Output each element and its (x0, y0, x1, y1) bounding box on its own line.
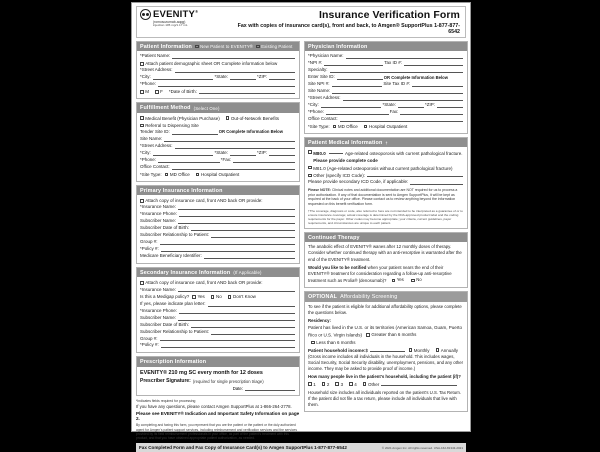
checkbox-notify-no[interactable] (411, 279, 415, 283)
input-physician-site-name[interactable] (332, 89, 463, 94)
input-secondary-policy[interactable] (161, 343, 295, 348)
input-primary-subscriber-name[interactable] (178, 219, 295, 224)
checkbox-physician-md-office[interactable] (333, 125, 337, 129)
label-household-4: 4 (354, 381, 357, 387)
label-household-1: 1 (313, 381, 316, 387)
checkbox-icd-m80[interactable] (308, 150, 312, 154)
checkbox-residency-less-6mo[interactable] (311, 341, 315, 345)
footer-question-note: If you have any questions, please contact Amgen SupportPlus at 1-866-264-2778. (136, 404, 292, 410)
label-or-complete-fulfillment: OR Complete Information Below (218, 129, 283, 135)
label-household-size: How many people live in the patient's household, including the patient (if)? (308, 374, 461, 380)
patient-medical-note (308, 188, 464, 207)
input-primary-policy[interactable] (161, 247, 295, 252)
field-physician-site-npi-taxid[interactable]: Site NPI #: Site Tax ID #: (308, 81, 464, 88)
fulfillment-options-row2[interactable] (140, 122, 296, 129)
field-primary-subscriber-relationship[interactable]: Subscriber Relationship to Patient: (140, 232, 296, 239)
input-physician-fax[interactable] (400, 110, 463, 115)
section-title: Fulfillment Method (140, 105, 191, 112)
footer-asterisk-note: *Indicates fields required for processing (136, 398, 196, 403)
prescription-text: EVENITY® 210 mg SC every month for 12 doses (140, 369, 263, 376)
field-site-address[interactable]: *Street Address: (140, 143, 296, 150)
section-header-patient-information (137, 42, 299, 51)
checkbox-household-1[interactable] (308, 382, 312, 386)
fulfillment-options-row1[interactable] (140, 115, 296, 122)
input-household-income[interactable] (370, 347, 405, 352)
label-medigap-no: No (216, 294, 222, 300)
label-medigap-yes: Yes (197, 294, 205, 300)
section-header-patient-medical-information (305, 138, 467, 147)
field-primary-policy[interactable]: *Policy #: (140, 246, 296, 253)
label-household-2: 2 (326, 381, 330, 387)
checkbox-out-of-network[interactable] (226, 116, 230, 120)
continued-therapy-question-text: when your patient nears the end of their EVENITY® treatment for consideration regarding a follow-up anti-resorptive treatment such as Prolia® (denosumab)? (308, 264, 452, 284)
patient-medical-fineprint: †The coverage, diagnosis or code, also referred to here are not intended to be interpreted as a guarantee of or to ensure insurance coverage; actual coverage is determined by the FDA-approved product label and the coding requirements for the payer. Other codes may become appropriate; your criteria, current guidelines, payer requirements, and circumstances are unique to each patient. (308, 208, 463, 225)
field-physician-city-state-zip[interactable]: *City: *State: *ZIP: (308, 102, 464, 109)
field-primary-insurance-phone[interactable]: *Insurance Phone: (140, 211, 296, 218)
field-medicare-beneficiary-id[interactable]: Medicare Beneficiary Identifier: (140, 253, 296, 260)
checkbox-site-md-office[interactable] (165, 173, 169, 177)
field-physician-site-name[interactable]: Site Name: (308, 88, 464, 95)
label-residency-greater-6mo: Greater than 6 months (371, 332, 417, 338)
input-medigap-plan-letter[interactable] (208, 302, 295, 307)
field-site-office-contact[interactable]: Office Contact: (140, 164, 296, 171)
label-icd-m81: M81.0 (Age-related osteoporosis without current pathological fracture) (313, 165, 453, 171)
checkbox-household-other[interactable] (363, 382, 367, 386)
label-out-of-network: Out-of-Network Benefits (230, 115, 279, 121)
input-primary-subscriber-relationship[interactable] (211, 233, 295, 238)
label-income-monthly: Monthly (413, 347, 430, 353)
input-site-fax[interactable] (233, 158, 295, 163)
input-secondary-group[interactable] (160, 336, 295, 341)
label-icd-m80-text: Age-related osteoporosis with current pathological fracture. (344, 151, 463, 157)
input-site-address[interactable] (175, 144, 295, 149)
label-household-income: Patient household income: (308, 347, 366, 353)
field-site-city-state-zip[interactable]: *City: *State: *ZIP: (140, 150, 296, 157)
input-secondary-subscriber-relationship[interactable] (211, 330, 295, 335)
field-primary-insurance-name[interactable]: *Insurance Name: (140, 204, 296, 211)
page-title: Insurance Verification Form (319, 9, 460, 21)
checkbox-household-3[interactable] (335, 382, 339, 386)
label-household-other: Other (368, 381, 380, 387)
brand-dose: injection 105 mg/1.17 mL (153, 23, 188, 28)
continued-therapy-text: The anabolic effect of EVENITY® wanes after 12 monthly doses of therapy. Consider whether continued therapy with an anti-resorptive is warranted after the end of the EVENITY® treatment. (308, 244, 462, 262)
section-title: Physician Information (308, 43, 368, 50)
field-prescription-date[interactable] (140, 386, 296, 392)
input-physician-site-taxid[interactable] (412, 82, 463, 87)
footer-fax-bar (136, 443, 466, 452)
section-affordability-screening (304, 291, 468, 412)
checkbox-medigap-yes[interactable] (192, 295, 196, 299)
option-icd-m80[interactable] (308, 149, 464, 164)
section-subtitle: (Select One) (193, 105, 220, 111)
label-icd-m80-note: Please provide complete code (313, 158, 378, 164)
brand-name: EVENITY® (153, 9, 199, 21)
label-physician-site-type: *Site Type: (308, 123, 330, 129)
checkbox-existing-patient[interactable] (256, 45, 260, 49)
field-site-phone-fax[interactable]: *Phone: *Fax: (140, 157, 296, 164)
field-physician-specialty[interactable]: Specialty: (308, 67, 464, 74)
field-tender-site-id[interactable]: Tender Site ID: OR Complete Information Below (140, 129, 283, 135)
input-physician-site-npi[interactable] (332, 82, 383, 87)
input-patient-zip[interactable] (269, 75, 295, 80)
label-sex-male: M (145, 89, 149, 95)
label-icd-m80-code: M80.0 (313, 151, 326, 157)
field-physician-npi-taxid[interactable]: *NPI #: Tax ID #: (308, 60, 464, 67)
input-primary-subscriber-dob[interactable] (191, 226, 295, 231)
form-page (131, 2, 471, 451)
checkbox-income-annually[interactable] (436, 348, 440, 352)
label-referral-dispensing-site: Referral to Dispensing Site (145, 122, 199, 128)
patient-medical-note-label: Please NOTE: (308, 187, 331, 192)
brand-generic: (romosozumab-aqqg) (153, 20, 186, 25)
section-continued-therapy (304, 232, 468, 288)
input-site-name[interactable] (164, 137, 295, 142)
label-notify-no: No (416, 277, 422, 283)
field-primary-group[interactable]: Group #: (140, 239, 296, 246)
input-secondary-subscriber-name[interactable] (178, 316, 295, 321)
input-primary-insurance-name[interactable] (178, 205, 295, 210)
label-site-md-office: MD Office (169, 171, 190, 177)
input-physician-address[interactable] (343, 96, 463, 101)
section-title-dagger: † (385, 140, 388, 145)
input-secondary-insurance-name[interactable] (178, 287, 295, 292)
input-physician-office-contact[interactable] (340, 117, 463, 122)
input-patient-state[interactable] (230, 75, 256, 80)
field-residency[interactable] (308, 324, 464, 346)
input-prescription-date[interactable] (245, 386, 295, 391)
checkbox-household-4[interactable] (349, 382, 353, 386)
input-site-zip[interactable] (269, 151, 295, 156)
input-patient-phone[interactable] (158, 82, 295, 87)
section-header-secondary-insurance (137, 268, 299, 277)
input-physician-taxid[interactable] (404, 61, 463, 66)
field-physician-site-id[interactable]: Enter Site ID: OR Complete Information Below (308, 74, 448, 80)
footer-legal-text: By completing and faxing this form, you represent that you are the patient or the patient or the duly authorized agent for Amgen's patient support services, including reimbursement and verification services and the services provided by its field reimbursement professionals in your office, as part of the patient's treatment with this product, and that you have obtained appropriate patient authorization, as needed. (136, 423, 297, 441)
label-household-3: 3 (340, 381, 344, 387)
section-patient-information (136, 41, 300, 99)
input-primary-insurance-phone[interactable] (179, 212, 295, 217)
input-secondary-insurance-phone[interactable] (179, 309, 295, 314)
field-physician-office-contact[interactable]: Office Contact: (308, 116, 464, 123)
label-income-annually: Annually (440, 347, 458, 353)
section-physician-information (304, 41, 468, 134)
section-header-physician-information (305, 42, 467, 51)
section-primary-insurance (136, 185, 300, 264)
household-note: Household size includes all individuals reported on the patient's U.S. Tax Return. If the patient did not file a tax return, please include all individuals that live with them. (308, 389, 462, 408)
option-icd-m81[interactable] (308, 165, 464, 172)
field-physician-phone-fax[interactable]: *Phone: Fax: (308, 109, 464, 116)
field-physician-name[interactable]: *Physician Name: (308, 53, 464, 60)
checkbox-household-2[interactable] (322, 382, 326, 386)
checkbox-medigap-no[interactable] (211, 295, 215, 299)
field-patient-sex-dob[interactable] (140, 88, 296, 95)
label-prescription-date: Date: (232, 385, 243, 391)
checkbox-physician-hospital-outpatient[interactable] (364, 125, 368, 129)
input-physician-state[interactable] (398, 103, 424, 108)
section-header-continued-therapy (305, 233, 467, 242)
section-header-affordability-screening (305, 292, 467, 301)
label-attach-primary-card: Attach copy of insurance card, front AND back OR provide: (145, 198, 263, 204)
section-title: Continued Therapy (308, 234, 360, 241)
field-prescriber-signature[interactable] (140, 378, 296, 384)
checkbox-site-hospital-outpatient[interactable] (196, 173, 200, 177)
label-prescriber-signature: Prescriber Signature: (140, 377, 191, 384)
label-sex-female: F (160, 89, 163, 95)
field-patient-name[interactable]: *Patient Name: (140, 53, 296, 60)
field-patient-city-state-zip[interactable]: *City: *State: *ZIP: (140, 74, 296, 81)
input-physician-site-id[interactable] (337, 75, 383, 80)
form-header (136, 6, 466, 38)
checkbox-attach-secondary-card[interactable] (140, 281, 144, 285)
section-fulfillment-method (136, 102, 300, 182)
checkbox-referral-dispensing-site[interactable] (140, 124, 144, 128)
input-physician-city[interactable] (321, 103, 382, 108)
input-physician-phone[interactable] (326, 110, 389, 115)
section-header-fulfillment-method (137, 103, 299, 112)
input-site-office-contact[interactable] (172, 165, 295, 170)
label-new-patient: New Patient to EVENITY® (200, 44, 254, 50)
option-icd-other[interactable] (308, 172, 464, 179)
checkbox-new-patient[interactable] (195, 45, 199, 49)
left-column (136, 41, 300, 441)
checkbox-attach-primary-card[interactable] (140, 199, 144, 203)
input-patient-city[interactable] (153, 75, 214, 80)
label-medigap-unknown: Don't Know (232, 294, 256, 300)
label-medigap: Is this a Medigap policy? (140, 294, 190, 300)
amgen-logo-icon (140, 9, 151, 20)
field-medigap[interactable] (140, 293, 296, 300)
option-attach-demographics[interactable] (140, 60, 296, 67)
label-attach-secondary-card: Attach copy of insurance card, front AND back OR provide: (145, 280, 263, 286)
section-title-optional: OPTIONAL (308, 293, 338, 300)
checkbox-residency-greater-6mo[interactable] (366, 333, 370, 337)
checkbox-icd-m81[interactable] (308, 166, 312, 170)
section-title: Primary Insurance Information (140, 187, 223, 194)
field-primary-subscriber-name[interactable]: Subscriber Name: (140, 218, 296, 225)
input-physician-zip[interactable] (437, 103, 463, 108)
note-prescriber-signature: (required for single prescription triage) (192, 378, 264, 384)
input-secondary-subscriber-dob[interactable] (191, 323, 295, 328)
label-income-dollar: $ (365, 347, 369, 353)
checkbox-notify-yes[interactable] (392, 279, 396, 283)
input-site-phone[interactable] (158, 158, 220, 163)
footer-isi-note: Please see EVENITY® Indication and Important Safety Information on page 2. (136, 411, 300, 422)
label-medical-benefit: Medical Benefit (Physician Purchase) (145, 115, 220, 121)
field-physician-site-type[interactable] (308, 123, 464, 130)
option-attach-primary-card[interactable] (140, 197, 296, 204)
field-patient-phone[interactable]: *Phone: (140, 81, 296, 88)
patient-medical-note-text: Clinical notes and additional documentation are NOT required for us to process a prior authorization. If any of that documentation is sent to Amgen SupportPlus, it will be kept as required at the back of your office. Please contact us to review anything beyond the information requested on this benefit verification form. (308, 187, 458, 207)
label-or-complete-physician: OR Complete Information Below (383, 74, 448, 80)
checkbox-sex-male[interactable] (140, 90, 144, 94)
label-attach-demographics: Attach patient demographic sheet OR Complete information below (145, 61, 278, 67)
checkbox-medigap-unknown[interactable] (228, 295, 232, 299)
section-patient-medical-information (304, 137, 468, 229)
label-icd-other: Other (specify ICD Code): (313, 172, 365, 178)
input-medicare-beneficiary-id[interactable] (204, 254, 295, 259)
label-residency: Residency: (308, 317, 331, 323)
label-physician-md-office: MD Office (337, 123, 358, 129)
input-patient-name[interactable] (172, 54, 295, 59)
affordability-intro: To see if the patient is eligible for additional affordability options, please complete the questions below. (308, 303, 462, 315)
field-secondary-group[interactable]: Group #: (140, 336, 296, 343)
section-title: Patient Information (140, 43, 192, 50)
input-site-state[interactable] (230, 151, 256, 156)
field-secondary-subscriber-dob[interactable]: Subscriber Date of Birth: (140, 322, 296, 329)
option-attach-secondary-card[interactable] (140, 279, 296, 286)
section-title: Secondary Insurance Information (140, 269, 231, 276)
checkbox-income-monthly[interactable] (409, 348, 413, 352)
label-physician-hospital-outpatient: Hospital Outpatient (368, 123, 408, 129)
field-secondary-policy[interactable]: *Policy #: (140, 342, 296, 349)
field-patient-address[interactable]: *Street Address: (140, 67, 296, 74)
field-secondary-icd[interactable]: Please provide secondary ICD Code, if applicable: (308, 179, 464, 186)
footer-fax-instruction: Fax Completed Form and Fax Copy of Insurance Card(s) to Amgen SupportPlus 1-877-877-6542 (139, 445, 347, 451)
right-column (304, 41, 468, 441)
field-primary-subscriber-dob[interactable]: Subscriber Date of Birth: (140, 225, 296, 232)
field-household-income[interactable] (308, 347, 464, 354)
brand-logo (140, 9, 230, 28)
input-physician-npi[interactable] (324, 61, 383, 66)
label-site-hospital-outpatient: Hospital Outpatient (200, 171, 240, 177)
field-site-name[interactable]: Site Name: (140, 136, 296, 143)
continued-therapy-question (308, 265, 464, 285)
input-tender-site-id[interactable] (172, 130, 218, 135)
label-existing-patient: Existing Patient (261, 44, 293, 50)
input-physician-name[interactable] (346, 54, 463, 59)
checkbox-medical-benefit[interactable] (140, 116, 144, 120)
footer-document-code: © 2021 Amgen Inc. All rights reserved. USA-162-81343-2021 (381, 445, 463, 450)
checkbox-icd-other[interactable] (308, 174, 312, 178)
label-site-type: *Site Type: (140, 171, 162, 177)
section-header-prescription-information (137, 357, 299, 366)
section-prescription-information (136, 356, 300, 395)
continued-therapy-question-bold: Would you like to be notified (308, 264, 367, 270)
section-title-affordability: Affordability Screening (340, 293, 398, 300)
input-patient-dob[interactable] (199, 89, 295, 94)
input-physician-specialty[interactable] (330, 68, 463, 73)
checkbox-attach-demographics[interactable] (140, 62, 144, 66)
field-secondary-insurance-phone[interactable]: *Insurance Phone: (140, 308, 296, 315)
input-primary-group[interactable] (160, 240, 295, 245)
field-physician-address[interactable]: *Street Address: (308, 95, 464, 102)
income-note: (Gross income includes all individuals in the household. This includes wages, Social Security, Social Security disability, unemployment, pensions, and any other income. They may be asked to provide proof of income.) (308, 353, 464, 372)
section-subtitle: (If Applicable) (233, 270, 262, 276)
section-title: Prescription Information (140, 359, 207, 366)
section-secondary-insurance (136, 267, 300, 353)
field-secondary-insurance-name[interactable]: *Insurance Name: (140, 287, 296, 294)
field-site-type[interactable] (140, 171, 296, 178)
section-header-primary-insurance (137, 186, 299, 195)
form-footer (136, 399, 300, 441)
field-medigap-plan-letter[interactable]: If yes, please indicate plan letter: (140, 301, 296, 308)
input-patient-address[interactable] (175, 68, 295, 73)
header-fax-instruction: Fax with copies of insurance card(s), front and back, to Amgen® SupportPlus 1-877-877-6542 (237, 23, 460, 35)
section-title: Patient Medical Information (308, 139, 383, 146)
label-dob: *Date of Birth: (168, 89, 197, 95)
field-secondary-subscriber-relationship[interactable]: Subscriber Relationship to Patient: (140, 329, 296, 336)
input-site-city[interactable] (153, 151, 214, 156)
label-notify-yes: Yes (396, 277, 404, 283)
checkbox-sex-female[interactable] (155, 90, 159, 94)
label-residency-text: Patient has lived in the U.S. or its territories (American Samoa, Guam, Puerto Rico or U.S. Virgin Islands) (308, 325, 463, 338)
input-secondary-icd[interactable] (410, 180, 463, 185)
field-secondary-subscriber-name[interactable]: Subscriber Name: (140, 315, 296, 322)
label-residency-less-6mo: Less than 6 months (316, 339, 356, 345)
field-household-size[interactable] (308, 381, 464, 388)
